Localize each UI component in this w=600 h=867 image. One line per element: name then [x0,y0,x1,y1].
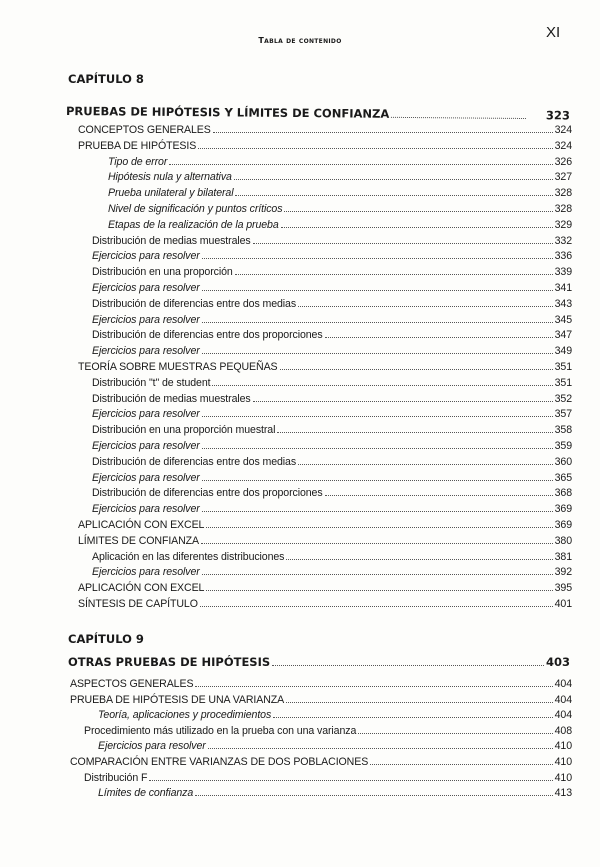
dot-leader [200,606,553,607]
entry-title: COMPARACIÓN ENTRE VARIANZAS DE DOS POBLACIONES [70,756,369,768]
dot-leader [272,665,544,666]
entry-title: Distribución en una proporción muestral [92,424,276,437]
dot-leader [286,702,552,703]
entry-title: Ejercicios para resolver [92,408,200,421]
dot-leader [213,132,553,133]
toc-entry [78,582,572,598]
dot-leader [235,195,552,196]
toc-entry [92,440,572,456]
entry-title: Ejercicios para resolver [92,503,200,516]
entry-title: Límites de confianza [98,787,194,800]
entry-title: APLICACIÓN CON EXCEL [78,519,205,531]
entry-page: 404 [554,693,572,706]
toc-entry [78,361,572,377]
dot-leader [286,559,552,560]
entry-page: 343 [554,297,572,310]
toc-entry [92,345,572,361]
entry-title: Distribución de diferencias entre dos medias [92,297,297,310]
toc-entry [92,235,572,251]
entry-title: TEORÍA SOBRE MUESTRAS PEQUEÑAS [78,361,278,373]
dot-leader [208,748,553,749]
toc-entry [70,678,572,694]
toc-entry [92,424,572,440]
toc-entry [78,140,572,156]
entry-page: 326 [554,155,572,168]
dot-leader [202,511,553,512]
entry-title: Aplicación en las diferentes distribuciones [92,550,285,563]
entry-page: 404 [554,678,572,690]
entry-page: 413 [554,787,572,800]
entry-title: Etapas de la realización de la prueba [108,218,279,231]
entry-page: 369 [554,503,572,516]
entry-title: Ejercicios para resolver [92,313,200,326]
dot-leader [195,795,552,796]
toc-entry [84,772,572,788]
chapter-label: CAPÍTULO 8 [68,72,144,86]
dot-leader [325,337,553,338]
toc-entry [108,171,572,187]
entry-title: Ejercicios para resolver [92,282,200,294]
entry-page: 336 [554,250,572,263]
dot-leader [202,322,553,323]
entry-page: 324 [554,124,572,136]
dot-leader [206,527,552,528]
entry-page: 401 [554,598,572,610]
entry-title: Ejercicios para resolver [98,740,206,753]
entry-title: ASPECTOS GENERALES [70,678,194,690]
entry-page: 328 [554,187,572,200]
entry-page: 358 [554,424,572,437]
entry-page: 341 [554,282,572,294]
dot-leader [391,117,526,119]
dot-leader [370,764,552,765]
toc-entry [108,203,572,219]
toc-entry [92,314,572,330]
toc-entry [108,156,572,172]
entry-page: 360 [554,455,572,468]
entry-title: Distribución de diferencias entre dos proporciones [92,329,323,342]
dot-leader [202,258,553,259]
entry-page: 328 [554,203,572,215]
entry-page: 392 [554,566,572,579]
dot-leader [358,733,552,734]
toc-entry [92,282,572,298]
entry-title: PRUEBA DE HIPÓTESIS DE UNA VARIANZA [70,693,285,706]
entry-title: Distribución de medias muestrales [92,392,251,405]
entry-page: 349 [554,345,572,358]
entry-title: Distribución F [84,771,148,784]
dot-leader [234,179,553,180]
chapter-title: OTRAS PRUEBAS DE HIPÓTESIS [68,655,271,669]
chapter-title-row [68,655,570,669]
dot-leader [202,574,553,575]
toc-entry [92,566,572,582]
dot-leader [149,780,552,781]
entry-title: Hipótesis nula y alternativa [108,171,232,184]
entry-page: 347 [554,329,572,342]
entry-title: Distribución de medias muestrales [92,234,251,247]
chapter-page: 403 [545,655,570,669]
toc-entry [92,377,572,393]
toc-entry [78,124,572,140]
entry-page: 329 [554,218,572,231]
dot-leader [195,686,552,687]
entry-title: LÍMITES DE CONFIANZA [78,534,200,547]
dot-leader [169,164,552,165]
entry-page: 380 [554,534,572,547]
toc-entry [108,187,572,203]
dot-leader [253,243,553,244]
entry-title: Teoría, aplicaciones y procedimientos [98,709,272,722]
entry-page: 327 [554,171,572,184]
dot-leader [202,416,553,417]
toc-entry [92,503,572,519]
toc-entry [92,472,572,488]
toc-entry [92,393,572,409]
dot-leader [325,495,553,496]
toc-entry [78,519,572,535]
toc-entry [98,709,572,725]
dot-leader [273,717,552,718]
entry-page: 357 [554,408,572,421]
dot-leader [202,480,553,481]
toc-entry [92,487,572,503]
toc-entry [78,598,572,614]
entry-title: Distribución "t" de student [92,376,211,389]
entry-page: 408 [554,724,572,737]
dot-leader [201,543,553,544]
entry-title: Procedimiento más utilizado en la prueba con una varianza [84,724,357,737]
chapter-page: 323 [545,108,571,123]
entry-title: CONCEPTOS GENERALES [78,124,211,136]
dot-leader [281,227,553,228]
toc-entry [70,694,572,710]
chapter-title-row [66,104,570,122]
entry-title: Distribución de diferencias entre dos proporciones [92,487,323,500]
toc-entry [92,456,572,472]
dot-leader [202,353,553,354]
entry-page: 368 [554,487,572,500]
dot-leader [202,448,553,449]
toc-entry [92,551,572,567]
entry-page: 345 [554,313,572,326]
toc-entry [98,787,572,803]
entry-page: 410 [554,756,572,768]
entry-title: Ejercicios para resolver [92,440,200,452]
entry-title: APLICACIÓN CON EXCEL [78,582,205,595]
dot-leader [212,385,552,386]
entry-title: Prueba unilateral y bilateral [108,187,234,200]
entry-title: PRUEBA DE HIPÓTESIS [78,139,197,152]
entry-page: 359 [554,440,572,452]
dot-leader [206,590,552,591]
entry-title: Ejercicios para resolver [92,345,200,358]
dot-leader [198,148,552,149]
entry-page: 410 [554,771,572,784]
dot-leader [235,274,553,275]
toc-entry [92,266,572,282]
toc-entry [92,329,572,345]
toc-entry [108,219,572,235]
entry-page: 404 [554,709,572,722]
dot-leader [298,306,553,307]
entry-page: 352 [554,392,572,405]
entry-page: 410 [554,740,572,753]
entry-title: SÍNTESIS DE CAPÍTULO [78,598,198,610]
entry-page: 365 [554,471,572,484]
toc-entry [92,298,572,314]
page-number: XI [546,24,561,41]
dot-leader [280,369,553,370]
entry-title: Distribución en una proporción [92,266,233,279]
entry-page: 369 [554,519,572,531]
entry-page: 324 [554,139,572,152]
entry-title: Ejercicios para resolver [92,566,200,579]
toc-entry [84,725,572,741]
toc-entry [92,250,572,266]
dot-leader [202,290,553,291]
toc-entry [92,408,572,424]
entry-title: Tipo de error [108,155,168,168]
entry-page: 332 [554,234,572,247]
chapter-title: PRUEBAS DE HIPÓTESIS Y LÍMITES DE CONFIANZA [65,104,390,121]
running-head: Tabla de contenido [258,36,342,45]
toc-entry [98,740,572,756]
chapter-label: CAPÍTULO 9 [68,632,144,646]
entry-page: 351 [554,361,572,373]
entry-title: Distribución de diferencias entre dos medias [92,455,297,468]
dot-leader [253,401,553,402]
dot-leader [298,464,553,465]
toc-entry [78,535,572,551]
entry-page: 339 [554,266,572,279]
entry-title: Nivel de significación y puntos críticos [108,203,283,215]
entry-page: 351 [554,376,572,389]
entry-page: 381 [554,550,572,563]
toc-entry [70,756,572,772]
dot-leader [277,432,552,433]
dot-leader [284,211,552,212]
entry-page: 395 [554,582,572,595]
entry-title: Ejercicios para resolver [92,250,200,263]
entry-title: Ejercicios para resolver [92,471,200,484]
